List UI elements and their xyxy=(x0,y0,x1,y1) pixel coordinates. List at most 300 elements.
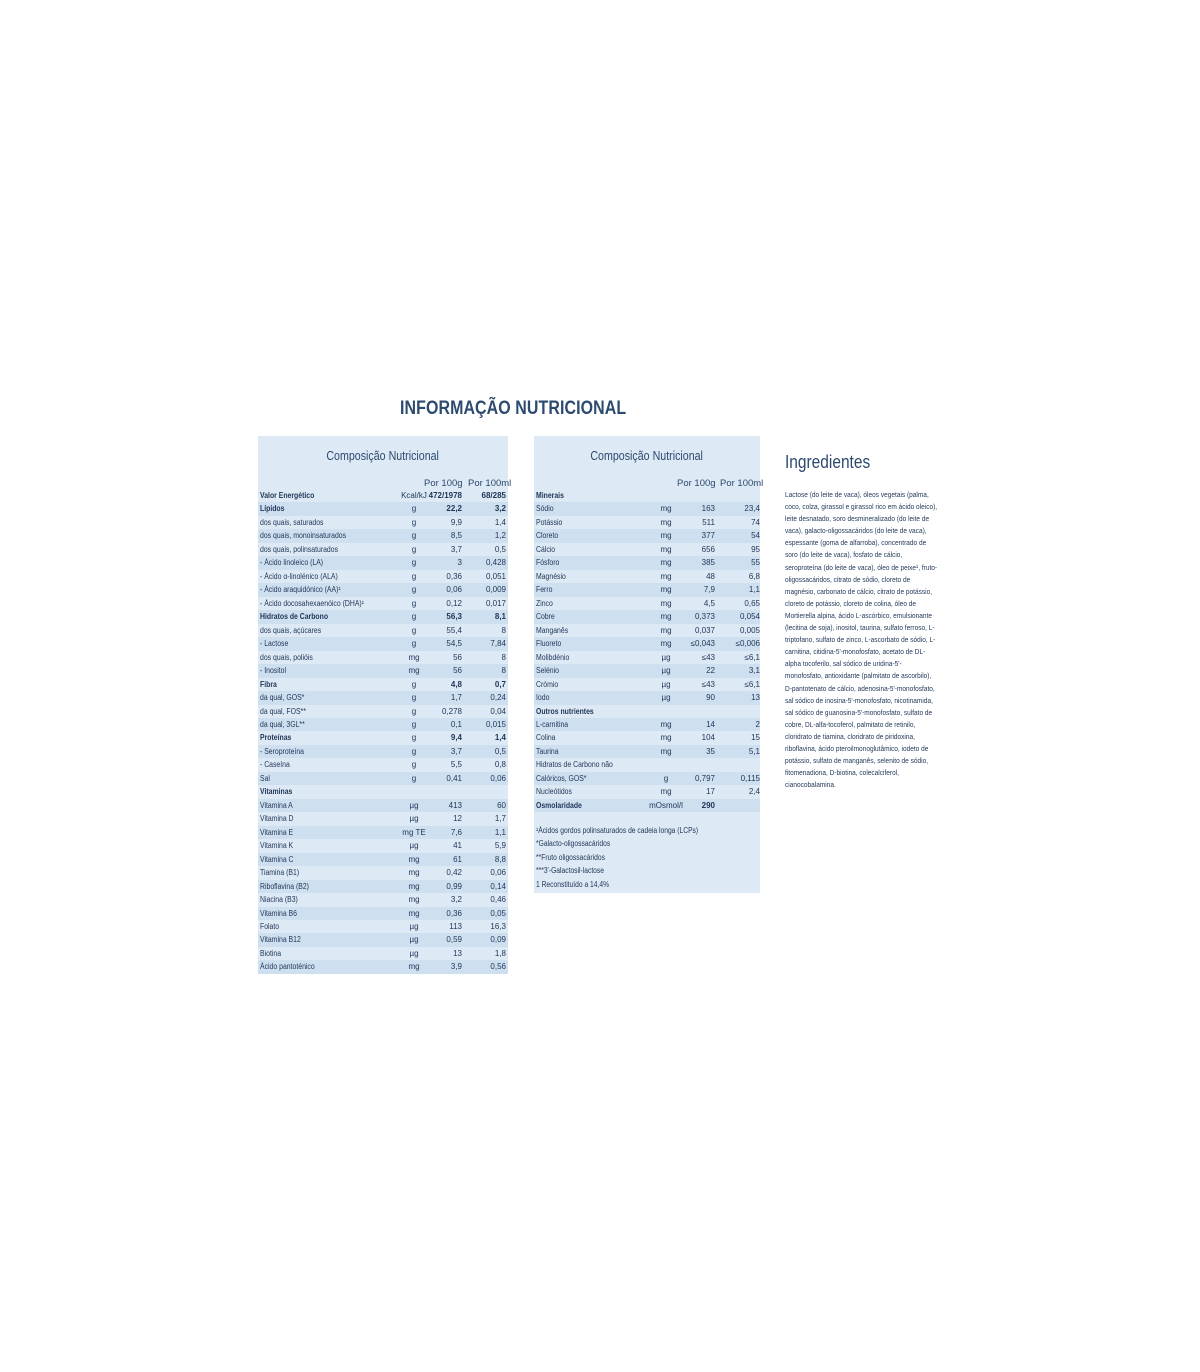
value-per-100g: 14 xyxy=(706,719,715,729)
value-per-100g: 0,41 xyxy=(446,773,462,783)
value-per-100ml: 2,4 xyxy=(748,787,760,797)
row-unit: mg xyxy=(408,908,420,918)
value-per-100g: 3,7 xyxy=(450,544,462,554)
row-unit: g xyxy=(411,719,417,729)
value-per-100ml: 0,5 xyxy=(494,746,506,756)
row-unit: mg xyxy=(660,639,672,649)
table-row xyxy=(258,893,508,906)
row-label: Vitamina B6 xyxy=(260,908,297,918)
row-label: dos quais, polinsaturados xyxy=(260,544,339,554)
row-label: Folato xyxy=(260,922,280,931)
footnote: 1 Reconstituído a 14,4% xyxy=(536,879,610,889)
value-per-100g: 56 xyxy=(453,652,462,662)
row-unit: g xyxy=(411,585,417,595)
table-row xyxy=(258,731,508,744)
row-unit: g xyxy=(411,760,417,770)
value-per-100g: 163 xyxy=(701,504,715,514)
value-per-100g: 113 xyxy=(449,922,462,931)
row-label: Vitamina K xyxy=(260,841,294,851)
table-row xyxy=(534,772,760,785)
value-per-100ml: 0,06 xyxy=(490,773,506,783)
nutrition-table-left xyxy=(258,436,512,974)
table-row xyxy=(258,624,508,637)
value-per-100ml: ≤6,1 xyxy=(744,679,760,689)
value-per-100ml: 0,09 xyxy=(490,935,506,945)
value-per-100g: ≤0,043 xyxy=(690,639,715,649)
row-unit: g xyxy=(411,693,417,703)
row-label: dos quais, monoinsaturados xyxy=(260,531,347,541)
row-label: dos quais, saturados xyxy=(260,517,324,527)
value-per-100g: 7,9 xyxy=(703,585,715,595)
table-row xyxy=(534,516,760,529)
row-label: da qual, 3GL** xyxy=(260,719,305,729)
table-row xyxy=(258,826,508,839)
row-unit: g xyxy=(411,639,417,649)
table-row xyxy=(534,731,760,744)
table-row xyxy=(258,691,508,704)
row-label: Minerais xyxy=(536,491,564,500)
row-unit: mg xyxy=(660,585,672,595)
row-label: Outros nutrientes xyxy=(536,706,594,716)
row-label: Vitamina A xyxy=(260,800,293,810)
value-per-100g: 9,9 xyxy=(450,517,462,527)
table-row xyxy=(258,960,508,973)
row-label: Fósforo xyxy=(536,558,560,568)
row-label: da qual, GOS* xyxy=(260,693,305,703)
value-per-100g: 385 xyxy=(701,558,715,568)
value-per-100ml: 0,009 xyxy=(485,585,506,595)
table-row xyxy=(258,556,508,569)
row-unit: mg xyxy=(660,598,672,608)
table-row xyxy=(258,839,508,852)
value-per-100ml: 0,65 xyxy=(744,598,760,608)
row-unit: mg TE xyxy=(402,827,426,837)
value-per-100ml: 0,8 xyxy=(494,760,506,770)
row-label: - Seroproteína xyxy=(260,746,304,756)
value-per-100ml: ≤0,006 xyxy=(735,639,760,649)
value-per-100ml: 8 xyxy=(501,652,506,662)
table-title: Composição Nutricional xyxy=(326,448,440,463)
value-per-100ml: 1,4 xyxy=(494,517,506,527)
row-label: - Ácido docosahexaenóico (DHA)¹ xyxy=(260,598,365,608)
value-per-100g: 56,3 xyxy=(446,612,462,622)
value-per-100g: 41 xyxy=(453,841,462,851)
row-unit: g xyxy=(411,598,417,608)
value-per-100ml: 5,1 xyxy=(748,746,760,756)
value-per-100g: 0,278 xyxy=(441,706,462,716)
row-unit: g xyxy=(411,706,417,716)
value-per-100g: 4,8 xyxy=(450,679,462,689)
value-per-100ml: 0,06 xyxy=(490,868,506,878)
value-per-100g: 0,373 xyxy=(694,612,715,622)
value-per-100g: 8,5 xyxy=(450,531,462,541)
row-label: Riboflavina (B2) xyxy=(260,881,309,891)
value-per-100g: 0,42 xyxy=(446,868,462,878)
table-row xyxy=(258,705,508,718)
value-per-100g: 4,5 xyxy=(703,598,715,608)
row-unit: g xyxy=(411,625,417,635)
table-row xyxy=(534,651,760,664)
row-label: - Caseína xyxy=(260,760,290,770)
value-per-100g: 290 xyxy=(701,800,715,810)
page-title: INFORMAÇÃO NUTRICIONAL xyxy=(400,398,627,419)
value-per-100g: 12 xyxy=(453,814,462,824)
value-per-100g: 3,2 xyxy=(450,895,462,905)
column-header-per-100ml: Por 100ml xyxy=(468,478,512,489)
row-unit: mg xyxy=(408,868,420,878)
row-unit: g xyxy=(411,773,417,783)
table-row xyxy=(258,933,508,946)
row-label: dos quais, açúcares xyxy=(260,625,322,635)
table-row xyxy=(258,799,508,812)
row-unit: µg xyxy=(661,652,671,662)
value-per-100g: 0,037 xyxy=(694,625,715,635)
row-label: da qual, FOS** xyxy=(260,706,306,716)
table-row xyxy=(534,529,760,542)
value-per-100g: 17 xyxy=(706,787,715,797)
table-row xyxy=(534,556,760,569)
row-unit: mg xyxy=(660,746,672,756)
row-label: Potássio xyxy=(536,517,563,527)
value-per-100ml: 16,3 xyxy=(490,922,506,931)
row-label: Cloreto xyxy=(536,531,559,541)
row-label: Manganês xyxy=(536,625,569,635)
row-label: Proteínas xyxy=(260,733,292,743)
row-label: Tiamina (B1) xyxy=(260,868,300,878)
value-per-100g: 104 xyxy=(701,733,715,743)
row-unit: mg xyxy=(660,517,672,527)
row-unit: g xyxy=(411,558,417,568)
table-row xyxy=(534,502,760,515)
table-row xyxy=(258,745,508,758)
value-per-100g: 0,797 xyxy=(694,773,715,783)
table-body xyxy=(534,489,760,812)
value-per-100ml: 1,8 xyxy=(494,948,506,958)
table-row xyxy=(534,758,760,771)
row-label: - Ácido linoleico (LA) xyxy=(260,558,324,568)
row-unit: mg xyxy=(408,854,420,864)
value-per-100ml: 54 xyxy=(751,531,760,541)
row-unit: mg xyxy=(408,895,420,905)
value-per-100g: 0,12 xyxy=(446,598,462,608)
value-per-100g: 35 xyxy=(706,746,715,756)
table-row xyxy=(258,502,508,515)
row-label: Valor Energético xyxy=(260,491,315,500)
value-per-100ml: 3,2 xyxy=(494,504,506,514)
table-row xyxy=(258,678,508,691)
table-row xyxy=(534,543,760,556)
row-label: Iodo xyxy=(536,693,550,703)
value-per-100g: ≤43 xyxy=(701,652,715,662)
row-label: Fluoreto xyxy=(536,639,562,649)
footnote: ¹Ácidos gordos polinsaturados de cadeia longa (LCPs) xyxy=(536,826,699,835)
row-label: Niacina (B3) xyxy=(260,895,298,905)
row-unit: g xyxy=(411,517,417,527)
value-per-100g: 22,2 xyxy=(446,504,462,514)
value-per-100ml: 0,015 xyxy=(485,719,506,729)
table-row xyxy=(258,772,508,785)
table-row xyxy=(534,664,760,677)
row-unit: g xyxy=(411,733,417,743)
value-per-100ml: 0,24 xyxy=(490,693,506,703)
table-row xyxy=(258,489,508,502)
row-label: - Ácido α-linolénico (ALA) xyxy=(260,571,338,581)
value-per-100g: 61 xyxy=(453,854,462,864)
row-unit: mg xyxy=(660,544,672,554)
value-per-100g: 0,1 xyxy=(450,719,462,729)
row-unit: mg xyxy=(660,612,672,622)
row-unit: g xyxy=(411,571,417,581)
value-per-100ml: 13 xyxy=(751,693,760,703)
table-row xyxy=(258,853,508,866)
row-label: Vitamina D xyxy=(260,814,294,824)
value-per-100ml: 8 xyxy=(501,625,506,635)
value-per-100ml: 0,56 xyxy=(490,962,506,972)
row-label: Biotina xyxy=(260,948,282,958)
value-per-100g: 472/1978 xyxy=(428,491,462,500)
value-per-100g: 0,06 xyxy=(446,585,462,595)
value-per-100ml: 0,46 xyxy=(490,895,506,905)
row-label: Ácido pantoténico xyxy=(260,962,315,972)
footnote: *Galacto-oligossacáridos xyxy=(536,839,611,849)
row-unit: mg xyxy=(408,652,420,662)
row-label: Vitaminas xyxy=(260,787,293,797)
table-row xyxy=(534,637,760,650)
value-per-100ml: 23,4 xyxy=(744,504,760,514)
table-row xyxy=(534,691,760,704)
value-per-100g: 55,4 xyxy=(446,625,462,635)
value-per-100ml: 8,8 xyxy=(494,854,506,864)
value-per-100g: 7,6 xyxy=(450,827,462,837)
value-per-100g: 377 xyxy=(701,531,715,541)
row-label: Osmolaridade xyxy=(536,800,582,810)
row-unit: µg xyxy=(409,841,419,851)
value-per-100g: 3 xyxy=(457,558,462,568)
value-per-100ml: 0,005 xyxy=(739,625,760,635)
value-per-100g: 48 xyxy=(706,571,715,581)
row-unit: mg xyxy=(660,531,672,541)
table-row xyxy=(258,812,508,825)
row-unit: µg xyxy=(409,814,419,824)
table-row xyxy=(258,597,508,610)
value-per-100ml: 0,7 xyxy=(494,679,506,689)
row-unit: g xyxy=(663,773,669,783)
value-per-100ml: 1,7 xyxy=(494,814,506,824)
value-per-100ml: 0,051 xyxy=(485,571,506,581)
value-per-100g: 22 xyxy=(706,666,715,676)
value-per-100ml: 1,2 xyxy=(494,531,506,541)
table-row xyxy=(534,583,760,596)
value-per-100g: 0,36 xyxy=(446,571,462,581)
row-label: Hidratos de Carbono xyxy=(260,612,329,622)
table-row xyxy=(258,610,508,623)
row-label: - Inositol xyxy=(260,666,287,676)
row-unit: µg xyxy=(661,693,671,703)
value-per-100ml: 95 xyxy=(751,544,760,554)
row-label: Taurina xyxy=(536,746,559,756)
row-unit: mg xyxy=(660,558,672,568)
footnote: ***3'-Galactosil-lactose xyxy=(536,866,604,876)
row-unit: g xyxy=(411,531,417,541)
row-unit: µg xyxy=(409,922,419,931)
value-per-100g: 56 xyxy=(453,666,462,676)
row-label: Vitamina E xyxy=(260,827,294,837)
row-label: Ferro xyxy=(536,585,553,595)
value-per-100ml: 60 xyxy=(497,800,506,810)
footnotes xyxy=(534,824,760,891)
table-row xyxy=(534,785,760,798)
table-row xyxy=(534,718,760,731)
value-per-100g: 511 xyxy=(702,517,715,527)
row-unit: mg xyxy=(660,719,672,729)
table-row xyxy=(258,664,508,677)
value-per-100ml: 1,1 xyxy=(748,585,760,595)
nutrition-table-right xyxy=(534,436,764,893)
row-label: Sódio xyxy=(536,504,554,514)
value-per-100ml: 0,05 xyxy=(490,908,506,918)
table-body xyxy=(258,489,508,974)
row-label: Zinco xyxy=(536,598,553,608)
value-per-100g: ≤43 xyxy=(701,679,715,689)
table-row xyxy=(258,651,508,664)
row-label: Selénio xyxy=(536,666,559,676)
row-label: Hidratos de Carbono não xyxy=(536,760,613,770)
value-per-100ml: 7,84 xyxy=(490,639,506,649)
column-header-per-100ml: Por 100ml xyxy=(720,478,764,489)
value-per-100g: 656 xyxy=(701,544,715,554)
row-label: Magnésio xyxy=(536,571,566,581)
row-unit: g xyxy=(411,544,417,554)
row-label: - Lactose xyxy=(260,639,289,649)
value-per-100ml: 68/285 xyxy=(481,491,506,500)
table-row xyxy=(534,745,760,758)
value-per-100ml: 2 xyxy=(755,719,760,729)
value-per-100g: 13 xyxy=(453,948,462,958)
row-unit: g xyxy=(411,679,417,689)
row-unit: g xyxy=(411,612,417,622)
value-per-100g: 0,59 xyxy=(446,935,462,945)
value-per-100ml: 0,017 xyxy=(485,598,506,608)
row-unit: mg xyxy=(660,625,672,635)
row-unit: µg xyxy=(409,935,419,945)
row-unit: Kcal/kJ xyxy=(401,491,427,500)
table-row xyxy=(258,785,508,798)
table-row xyxy=(534,570,760,583)
table-row xyxy=(258,529,508,542)
column-header-per-100g: Por 100g xyxy=(424,478,463,489)
row-unit: g xyxy=(411,504,417,514)
value-per-100ml: 55 xyxy=(751,558,760,568)
table-row xyxy=(258,718,508,731)
value-per-100ml: 1,1 xyxy=(494,827,506,837)
value-per-100g: 0,36 xyxy=(446,908,462,918)
row-unit: mg xyxy=(408,666,420,676)
value-per-100g: 1,7 xyxy=(450,693,462,703)
table-row xyxy=(534,610,760,623)
value-per-100g: 9,4 xyxy=(450,733,462,743)
table-row xyxy=(258,516,508,529)
value-per-100g: 5,5 xyxy=(450,760,462,770)
table-row xyxy=(534,624,760,637)
value-per-100g: 90 xyxy=(706,693,715,703)
table-row xyxy=(534,678,760,691)
value-per-100g: 3,9 xyxy=(450,962,462,972)
table-row xyxy=(258,570,508,583)
value-per-100ml: 6,8 xyxy=(748,571,760,581)
row-label: dos quais, polióis xyxy=(260,652,313,662)
value-per-100ml: ≤6,1 xyxy=(744,652,760,662)
table-row xyxy=(534,705,760,718)
value-per-100ml: 0,115 xyxy=(740,773,760,783)
row-unit: µg xyxy=(661,666,671,676)
row-label: Fibra xyxy=(260,679,277,689)
ingredients-title: Ingredientes xyxy=(785,452,871,472)
table-row xyxy=(258,920,508,933)
value-per-100g: 413 xyxy=(448,800,462,810)
value-per-100ml: 0,428 xyxy=(485,558,506,568)
table-row xyxy=(534,799,760,812)
row-label: Cálcio xyxy=(536,544,556,554)
table-row xyxy=(258,947,508,960)
value-per-100ml: 0,14 xyxy=(490,881,506,891)
value-per-100ml: 0,054 xyxy=(739,612,760,622)
row-unit: µg xyxy=(409,948,419,958)
row-unit: mg xyxy=(660,733,672,743)
row-label: Cobre xyxy=(536,612,555,622)
row-label: Nucleótidos xyxy=(536,787,572,797)
table-row xyxy=(258,543,508,556)
value-per-100g: 0,99 xyxy=(446,881,462,891)
table-row xyxy=(258,637,508,650)
row-unit: mg xyxy=(408,962,420,972)
row-label: Vitamina B12 xyxy=(260,935,301,945)
value-per-100g: 54,5 xyxy=(446,639,462,649)
value-per-100ml: 8,1 xyxy=(494,612,506,622)
row-label: Calóricos, GOS* xyxy=(536,773,587,783)
row-label: L-carnitina xyxy=(536,719,569,729)
row-label: Vitamina C xyxy=(260,854,294,864)
row-unit: g xyxy=(411,746,417,756)
value-per-100ml: 74 xyxy=(751,517,760,527)
value-per-100g: 3,7 xyxy=(450,746,462,756)
row-label: Sal xyxy=(260,773,270,783)
value-per-100ml: 0,5 xyxy=(494,544,506,554)
value-per-100ml: 0,04 xyxy=(490,706,506,716)
table-row xyxy=(258,758,508,771)
row-unit: µg xyxy=(661,679,671,689)
table-row xyxy=(258,866,508,879)
row-label: Crómio xyxy=(536,679,559,689)
table-row xyxy=(534,597,760,610)
value-per-100ml: 3,1 xyxy=(748,666,760,676)
row-unit: µg xyxy=(409,800,419,810)
row-unit: mg xyxy=(660,571,672,581)
table-row xyxy=(258,907,508,920)
row-label: Colina xyxy=(536,733,556,743)
column-header-per-100g: Por 100g xyxy=(677,478,716,489)
table-title: Composição Nutricional xyxy=(590,448,704,463)
value-per-100ml: 5,9 xyxy=(494,841,506,851)
row-label: Lípidos xyxy=(260,504,285,514)
row-label: - Ácido araquidónico (AA)¹ xyxy=(260,585,341,595)
value-per-100ml: 8 xyxy=(501,666,506,676)
value-per-100ml: 1,4 xyxy=(494,733,506,743)
row-unit: mOsmol/l xyxy=(649,800,683,810)
row-unit: mg xyxy=(660,504,672,514)
table-row xyxy=(258,880,508,893)
row-unit: mg xyxy=(408,881,420,891)
value-per-100ml: 15 xyxy=(751,733,760,743)
